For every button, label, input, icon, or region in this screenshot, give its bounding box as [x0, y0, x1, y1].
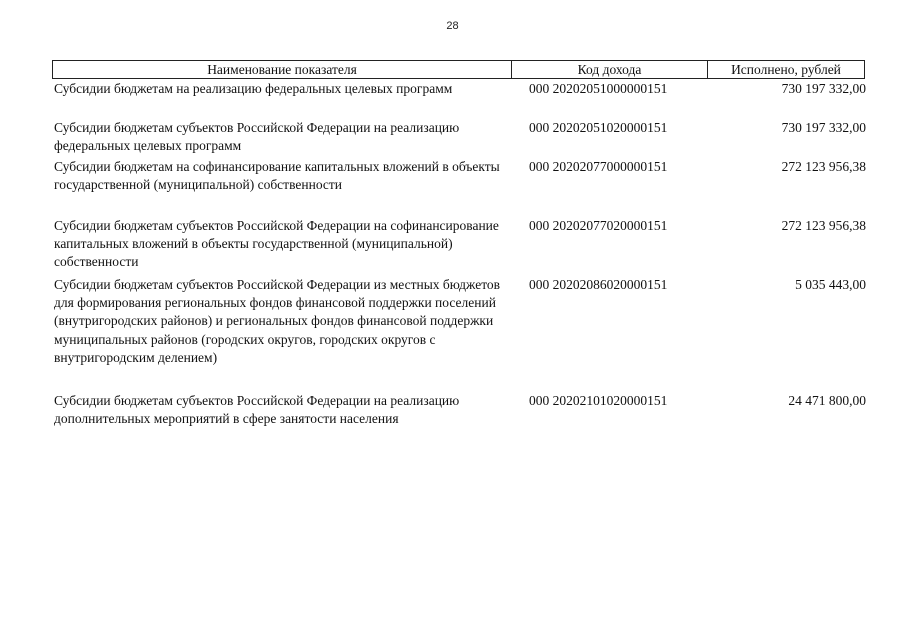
- row-code: 000 20202051000000151: [529, 81, 668, 96]
- row-amount: 272 123 956,38: [781, 159, 866, 174]
- row-code: 000 20202086020000151: [529, 277, 668, 292]
- row-amount: 730 197 332,00: [781, 81, 866, 96]
- row-amount: 730 197 332,00: [781, 120, 866, 135]
- page-number: 28: [446, 20, 459, 32]
- row-name: Субсидии бюджетам субъектов Российской Федерации на реализацию дополнительных мероприятий в сфере занятости населения: [54, 393, 460, 427]
- row-name: Субсидии бюджетам на реализацию федеральных целевых программ: [54, 81, 453, 96]
- header-name: Наименование показателя: [53, 61, 512, 78]
- row-name: Субсидии бюджетам субъектов Российской Федерации на реализацию федеральных целевых программ: [54, 120, 460, 154]
- row-amount: 272 123 956,38: [781, 218, 866, 233]
- row-name: Субсидии бюджетам на софинансирование капитальных вложений в объекты государственной (муниципальной) собственности: [54, 159, 500, 193]
- row-amount: 24 471 800,00: [788, 393, 866, 408]
- row-amount: 5 035 443,00: [795, 277, 866, 292]
- row-name: Субсидии бюджетам субъектов Российской Федерации из местных бюджетов для формирования региональных фондов финансовой поддержки поселений (внутригородских районов) и региональных фондов финансовой поддержки муниципальных районов (городских округов, городских округов с внутригородским делением): [54, 277, 501, 365]
- header-amount: Исполнено, рублей: [731, 62, 841, 77]
- table-header: [52, 60, 865, 79]
- row-code: 000 20202101020000151: [529, 393, 668, 408]
- header-code: Код дохода: [512, 61, 708, 78]
- row-code: 000 20202077000000151: [529, 159, 668, 174]
- row-name: Субсидии бюджетам субъектов Российской Федерации на софинансирование капитальных вложений в объекты государственной (муниципальной) собственности: [54, 218, 499, 270]
- row-code: 000 20202077020000151: [529, 218, 668, 233]
- row-code: 000 20202051020000151: [529, 120, 668, 135]
